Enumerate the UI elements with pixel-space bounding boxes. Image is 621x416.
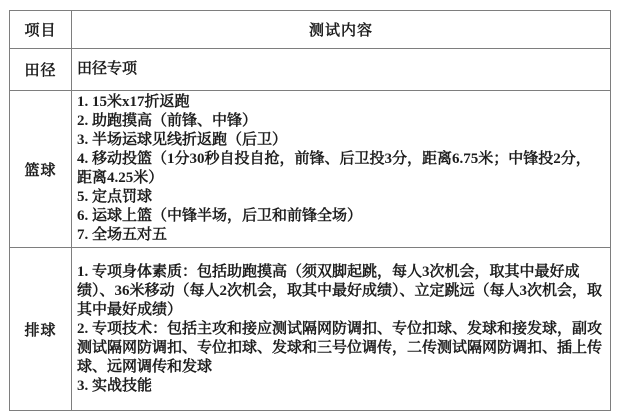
test-content-cell — [72, 49, 611, 91]
header-row — [10, 11, 611, 49]
content-line: 6. 运球上篮（中锋半场，后卫和前锋全场） — [77, 208, 363, 224]
content-line: 3. 实战技能 — [77, 377, 153, 394]
test-content-table — [9, 10, 611, 411]
sport-name: 田径 — [10, 49, 72, 91]
content-line: 7. 全场五对五 — [77, 227, 168, 243]
table-row — [10, 91, 611, 248]
column-header-item: 项目 — [10, 11, 72, 49]
content-line: 3. 半场运球见线折返跑（后卫） — [77, 132, 288, 148]
sport-name: 排球 — [10, 248, 72, 411]
content-line: 1. 15米x17折返跑 — [77, 94, 190, 110]
content-line: 4. 移动投篮（1分30秒自投自抢，前锋、后卫投3分，距离6.75米；中锋投2分，距离4.25米） — [77, 151, 591, 186]
table-row — [10, 248, 611, 411]
test-content-cell — [72, 248, 611, 411]
table-body — [10, 49, 611, 411]
table-row — [10, 49, 611, 91]
sport-name: 篮球 — [10, 91, 72, 248]
content-line: 2. 助跑摸高（前锋、中锋） — [77, 113, 258, 129]
content-line: 2. 专项技术：包括主攻和接应测试隔网防调扣、专位扣球、发球和接发球，副攻测试隔网防调扣、专位扣球、发球和三号位调传，二传测试隔网防调扣、插上传球、远网调传和发球 — [77, 320, 603, 375]
content-line: 田径专项 — [77, 61, 138, 77]
test-content-cell — [72, 91, 611, 248]
column-header-content: 测试内容 — [72, 11, 611, 49]
content-line: 1. 专项身体素质：包括助跑摸高（须双脚起跳，每人3次机会，取其中最好成绩）、36米移动（每人2次机会，取其中最好成绩）、立定跳远（每人3次机会，取其中最好成绩） — [77, 263, 603, 318]
content-line: 5. 定点罚球 — [77, 189, 153, 205]
